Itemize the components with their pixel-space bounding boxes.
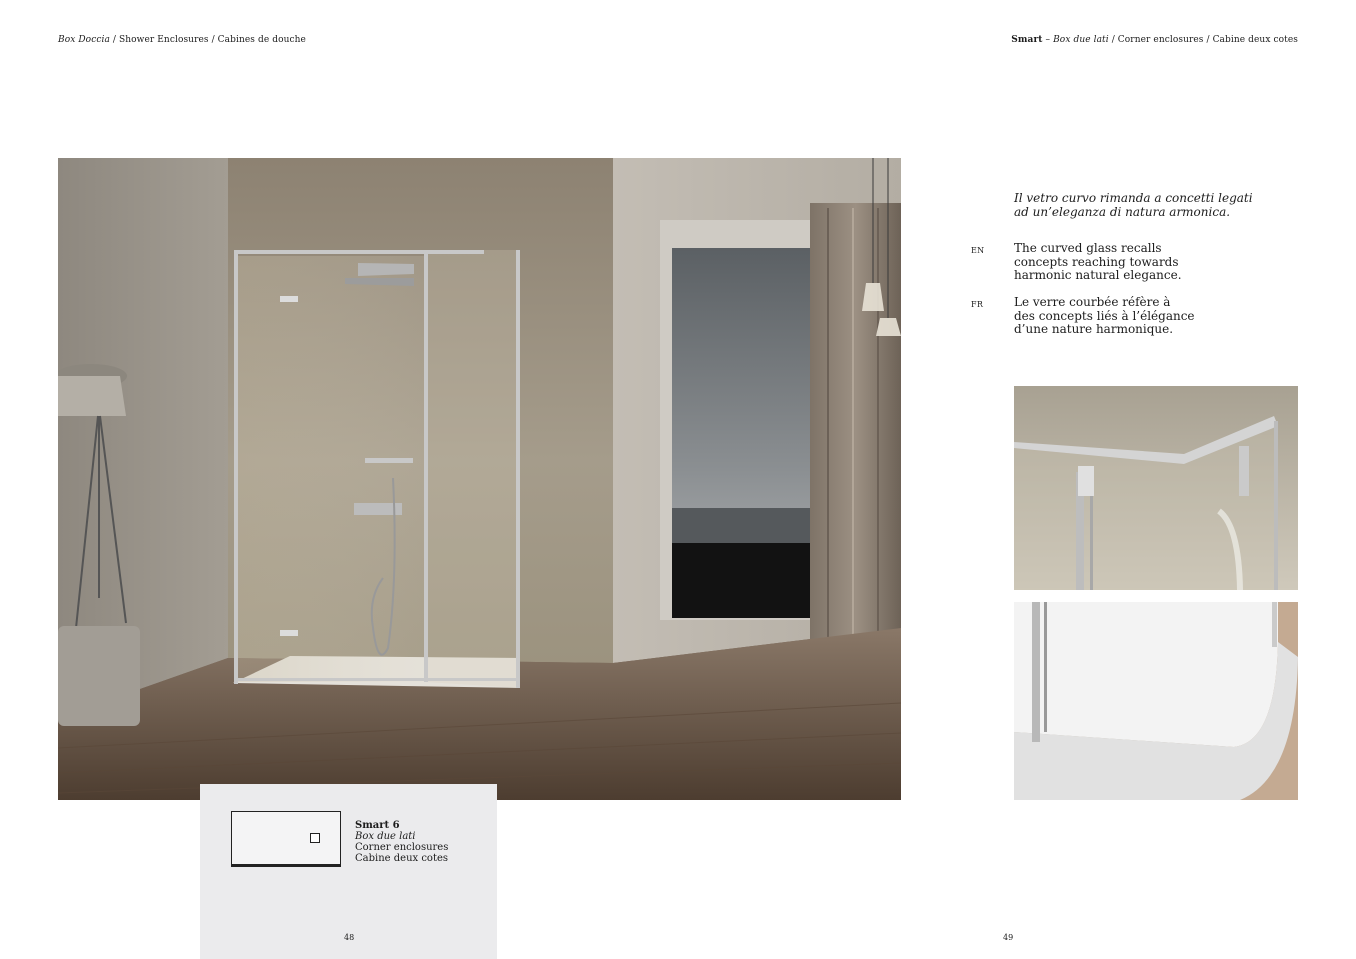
detail-photo-top-frame: [1014, 386, 1298, 590]
product-line-fr: Cabine deux cotes: [355, 853, 449, 864]
page-number-right: 49: [1003, 933, 1014, 942]
header-right-italic: Box due lati: [1053, 35, 1109, 45]
floor-plan-glass-line: [231, 864, 341, 867]
detail-photo-curved-tray: [1014, 602, 1298, 800]
product-line-it: Box due lati: [355, 831, 416, 842]
description-en: The curved glass recalls concepts reaching towards harmonic natural elegance.: [1014, 241, 1182, 282]
header-right: [1011, 35, 1298, 45]
header-left-rest: / Shower Enclosures / Cabines de douche: [109, 35, 306, 45]
floor-plan-diagram: [231, 811, 341, 866]
lang-code-en: EN: [971, 246, 985, 255]
quote-italian: Il vetro curvo rimanda a concetti legati ad un’eleganza di natura armonica.: [1014, 191, 1253, 219]
shower-head-marker-icon: [310, 833, 320, 843]
product-description: [355, 820, 448, 864]
header-right-bold: Smart: [1011, 35, 1043, 45]
header-left-italic: Box Doccia: [58, 35, 110, 45]
description-fr: Le verre courbée réfère à des concepts liés à l’élégance d’une nature harmonique.: [1014, 295, 1195, 336]
header-right-sep: –: [1042, 35, 1054, 45]
main-photo-bathroom: [58, 158, 901, 800]
page-number-left: 48: [344, 933, 355, 942]
product-name: Smart 6: [355, 820, 400, 831]
product-line-en: Corner enclosures: [355, 842, 449, 853]
header-left: [58, 35, 306, 45]
header-right-rest: / Corner enclosures / Cabine deux cotes: [1108, 35, 1298, 45]
lang-code-fr: FR: [971, 300, 984, 309]
